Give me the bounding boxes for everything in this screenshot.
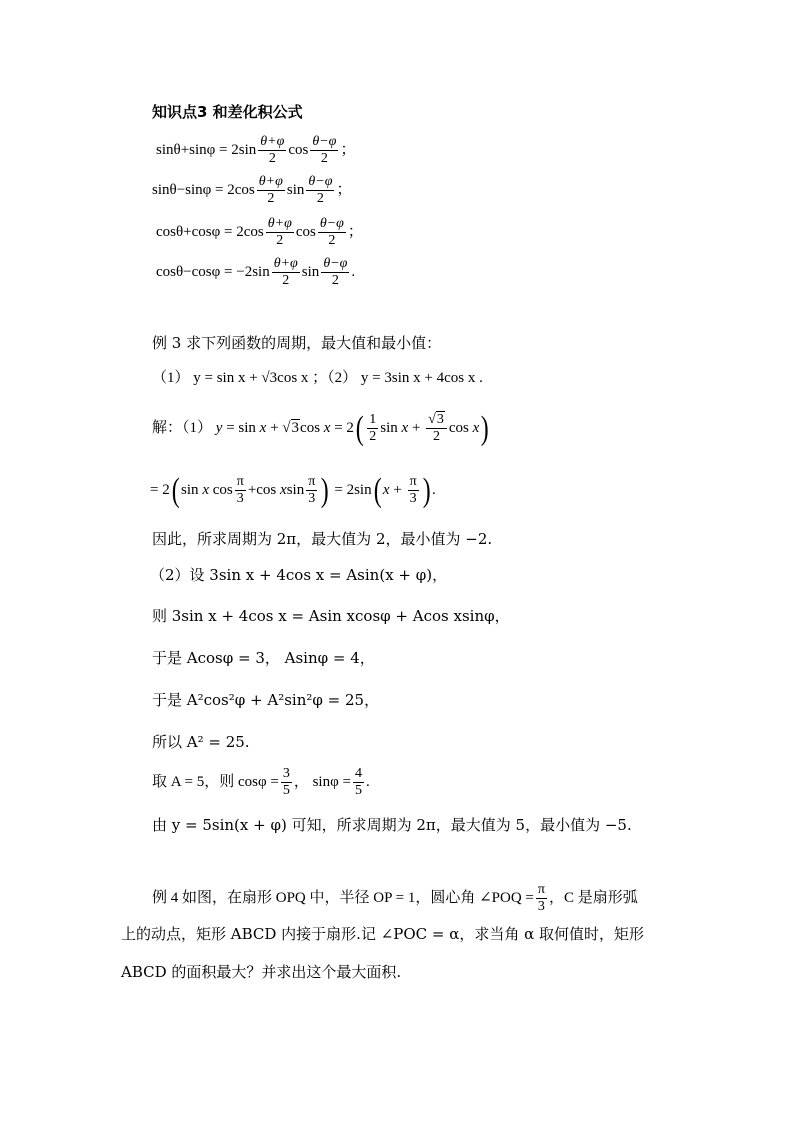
- step-expand: 则 3sin x + 4cos x = Asin xcosφ + Acos xsinφ，: [152, 607, 510, 625]
- solution-part1-line2: = 2( sin x cos $\frac{\pi}{3}$ +cos xsin $\frac{\pi}{3}$ ) = 2sin( x + $\frac{\pi}{3}$ ) .: [150, 471, 436, 509]
- example3-items: （1） y = sin x + √3cos x ；（2） y = 3sin x + 4cos x .: [152, 370, 483, 386]
- conclusion-part2: 由 y = 5sin(x + φ) 可知，所求周期为 2π，最大值为 5，最小值为 −5.: [152, 816, 632, 834]
- example4-line3: ABCD 的面积最大？并求出这个最大面积.: [121, 963, 402, 981]
- solution-part1-line1: 解：（1） y = sin x + √3cos x = 2( $\frac{1}{2}$ sin x + $\frac{√3}{2}$ cos x): [152, 409, 489, 447]
- formula-sum-sin: sinθ+sinφ = 2sin $\frac{\theta+\varphi}{2}$ cos $\frac{\theta-\varphi}{2}$ ；: [156, 134, 356, 167]
- example4-line1: 例 4 如图，在扇形 OPQ 中，半径 OP = 1，圆心角 ∠POQ = $\frac{\pi}{3}$ ，C 是扇形弧: [152, 882, 638, 915]
- example3-title: 例 3 求下列函数的周期，最大值和最小值：: [152, 334, 442, 352]
- part2-intro: （2）设 3sin x + 4cos x = Asin(x + φ)，: [150, 566, 448, 584]
- step-take-a: 取 A = 5，则 cosφ = $\frac{3}{5}$ ， sinφ = $\frac{4}{5}$ .: [152, 766, 370, 799]
- formula-sum-cos: cosθ+cosφ = 2cos $\frac{\theta+\varphi}{2}$ cos $\frac{\theta-\varphi}{2}$ ；: [156, 216, 363, 249]
- step-squares: 于是 A²cos²φ + A²sin²φ = 25，: [152, 691, 380, 709]
- step-a-squared: 所以 A² = 25.: [152, 733, 250, 751]
- formula-diff-cos: cosθ−cosφ = −2sin $\frac{\theta+\varphi}{2}$ sin $\frac{\theta-\varphi}{2}$ .: [156, 256, 356, 289]
- formula-diff-sin: sinθ−sinφ = 2cos $\frac{\theta+\varphi}{2}$ sin $\frac{\theta-\varphi}{2}$ ；: [152, 174, 352, 207]
- example4-line2: 上的动点，矩形 ABCD 内接于扇形.记 ∠POC = α，求当角 α 取何值时，矩形: [121, 925, 645, 943]
- step-coefficients: 于是 Acosφ = 3， Asinφ = 4，: [152, 649, 375, 667]
- section-title: 知识点3 和差化积公式: [152, 103, 303, 121]
- conclusion-part1: 因此，所求周期为 2π，最大值为 2，最小值为 −2.: [152, 530, 493, 548]
